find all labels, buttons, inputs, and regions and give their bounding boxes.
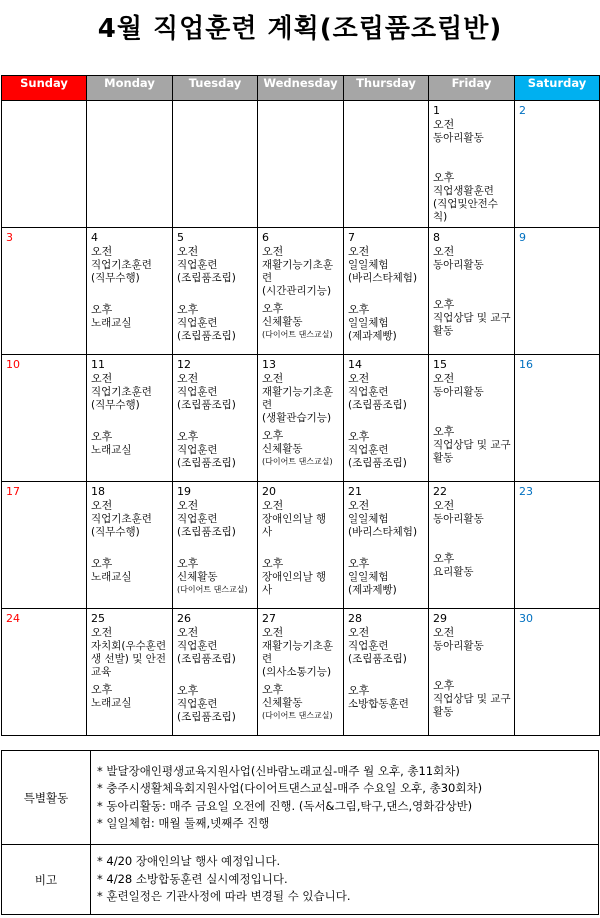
day-number: 20: [262, 485, 276, 498]
day-number: 10: [6, 358, 20, 371]
remark-item: * 4/20 장애인의날 행사 예정입니다.: [97, 854, 281, 869]
pm-activity-line: 직업상담 및 교구: [433, 693, 511, 705]
am-label: 오전: [177, 372, 199, 385]
pm-activity-line: 요리활동: [433, 566, 474, 578]
pm-block: [173, 666, 257, 724]
day-header-saturday: Saturday: [515, 76, 600, 101]
calendar-day-cell: [2, 228, 87, 355]
calendar-day-cell: [173, 101, 258, 228]
am-block: [258, 499, 343, 539]
calendar-day-cell: [173, 482, 258, 609]
day-header-tuesday: Tuesday: [173, 76, 258, 101]
am-label: 오전: [262, 499, 284, 512]
am-label: 오전: [91, 626, 113, 639]
calendar-day-cell: [2, 609, 87, 736]
am-block: [87, 372, 172, 412]
remarks-list: [91, 845, 599, 915]
calendar-day-cell: [87, 228, 173, 355]
pm-label: 오후: [262, 302, 284, 315]
pm-activity-line: 사: [262, 584, 273, 596]
day-header-friday: Friday: [429, 76, 515, 101]
am-block: [173, 372, 257, 412]
pm-block: [429, 145, 514, 224]
pm-block: [344, 666, 428, 711]
am-activity-line: 재활기능기초훈: [262, 259, 334, 271]
pm-activity-line: 직업훈련: [177, 317, 218, 329]
pm-activity-line: (조립품조립): [177, 457, 236, 469]
day-number: 16: [519, 358, 533, 371]
calendar-day-cell: [87, 355, 173, 482]
calendar-day-cell: [515, 101, 600, 228]
am-label: 오전: [433, 499, 455, 512]
am-activity-line: 직업훈련: [177, 259, 218, 271]
am-label: 오전: [348, 245, 370, 258]
pm-block: [173, 412, 257, 470]
am-activity-line: (조립품조립): [348, 653, 407, 665]
am-activity-line: 련: [262, 272, 273, 284]
calendar-day-cell: [258, 482, 344, 609]
am-activity-line: (바리스타체험): [348, 526, 418, 538]
am-block: [87, 245, 172, 285]
am-label: 오전: [348, 499, 370, 512]
day-number: 11: [91, 358, 105, 371]
pm-label: 오후: [433, 425, 455, 438]
pm-activity-line: 장애인의날 행: [262, 571, 327, 583]
day-number: 4: [91, 231, 98, 244]
am-activity-line: 재활기능기초훈: [262, 640, 334, 652]
am-label: 오전: [91, 372, 113, 385]
am-activity-line: 직업훈련: [348, 640, 389, 652]
pm-activity-line: 노래교실: [91, 444, 132, 456]
am-block: [344, 372, 428, 412]
notes-table: [1, 750, 599, 915]
day-number: 6: [262, 231, 269, 244]
am-block: [429, 626, 514, 653]
pm-activity-line: 신체활동: [262, 697, 303, 709]
pm-label: 오후: [348, 430, 370, 443]
pm-block: [173, 285, 257, 343]
calendar-day-cell: [344, 355, 429, 482]
am-block: [87, 626, 172, 679]
calendar-day-cell: [344, 228, 429, 355]
am-label: 오전: [433, 118, 455, 131]
day-number: 23: [519, 485, 533, 498]
calendar-day-cell: [515, 228, 600, 355]
special-item: * 동아리활동: 매주 금요일 오전에 진행. (독서&그림,탁구,댄스,영화감상반): [97, 798, 473, 813]
day-header-thursday: Thursday: [344, 76, 429, 101]
am-activity-line: (바리스타체험): [348, 272, 418, 284]
pm-block: [258, 539, 343, 597]
pm-activity-line: 노래교실: [91, 697, 132, 709]
pm-activity-line: 활동: [433, 452, 454, 464]
calendar-day-cell: [258, 101, 344, 228]
am-label: 오전: [433, 626, 455, 639]
am-activity-line: 사: [262, 526, 273, 538]
pm-block: [344, 412, 428, 470]
am-activity-line: (조립품조립): [177, 526, 236, 538]
pm-activity-line: 직업상담 및 교구: [433, 312, 511, 324]
calendar-day-cell: [258, 355, 344, 482]
am-label: 오전: [91, 245, 113, 258]
am-activity-line: 직업훈련: [177, 513, 218, 525]
calendar-day-cell: [2, 482, 87, 609]
day-number: 30: [519, 612, 533, 625]
calendar-day-cell: [429, 228, 515, 355]
am-activity-line: 일일체험: [348, 513, 389, 525]
pm-label: 오후: [91, 430, 113, 443]
am-block: [173, 626, 257, 666]
pm-block: [258, 425, 343, 467]
day-number: 19: [177, 485, 191, 498]
am-block: [258, 245, 343, 298]
remarks-label: 비고: [2, 845, 91, 915]
am-block: [429, 118, 514, 145]
day-number: [87, 101, 172, 104]
pm-block: [344, 285, 428, 343]
pm-label: 오후: [177, 430, 199, 443]
pm-block: [429, 399, 514, 465]
day-number: 18: [91, 485, 105, 498]
pm-label: 오후: [177, 303, 199, 316]
day-number: 8: [433, 231, 440, 244]
calendar-day-cell: [344, 101, 429, 228]
am-label: 오전: [348, 372, 370, 385]
calendar-week-row: [2, 609, 600, 736]
pm-activity-line: 직업훈련: [177, 698, 218, 710]
pm-label: 오후: [433, 552, 455, 565]
pm-activity-line: (조립품조립): [177, 711, 236, 723]
pm-block: [429, 272, 514, 338]
am-block: [258, 372, 343, 425]
am-label: 오전: [91, 499, 113, 512]
am-block: [173, 499, 257, 539]
pm-activity-line: 직업훈련: [177, 444, 218, 456]
am-activity-line: 동아리활동: [433, 386, 484, 398]
am-label: 오전: [177, 245, 199, 258]
pm-activity-line: (조립품조립): [177, 330, 236, 342]
pm-label: 오후: [177, 557, 199, 570]
calendar-day-cell: [87, 101, 173, 228]
pm-block: [87, 285, 172, 330]
am-activity-line: 장애인의날 행: [262, 513, 327, 525]
pm-block: [429, 526, 514, 579]
day-number: 14: [348, 358, 362, 371]
am-activity-line: (조립품조립): [177, 653, 236, 665]
pm-label: 오후: [433, 298, 455, 311]
pm-activity-line: 노래교실: [91, 317, 132, 329]
day-number: 24: [6, 612, 20, 625]
am-block: [173, 245, 257, 285]
am-block: [258, 626, 343, 679]
day-number: 29: [433, 612, 447, 625]
day-number: 17: [6, 485, 20, 498]
am-block: [344, 245, 428, 285]
day-number: 21: [348, 485, 362, 498]
calendar-day-cell: [258, 609, 344, 736]
pm-activity-note: (다이어트 댄스교실): [262, 330, 333, 339]
special-activities-row: [2, 751, 599, 845]
day-number: 1: [433, 104, 440, 117]
am-label: 오전: [177, 499, 199, 512]
pm-label: 오후: [262, 683, 284, 696]
day-header-row: [2, 76, 600, 101]
pm-activity-line: (조립품조립): [348, 457, 407, 469]
am-activity-line: 동아리활동: [433, 132, 484, 144]
calendar-day-cell: [429, 609, 515, 736]
day-number: 27: [262, 612, 276, 625]
day-number: 5: [177, 231, 184, 244]
am-activity-line: (의사소통기능): [262, 666, 332, 678]
pm-activity-line: (제과제빵): [348, 330, 397, 342]
day-number: [258, 101, 343, 104]
pm-block: [87, 412, 172, 457]
am-label: 오전: [262, 372, 284, 385]
pm-label: 오후: [262, 557, 284, 570]
page-title: 4월 직업훈련 계획(조립품조립반): [97, 14, 503, 44]
calendar-day-cell: [2, 101, 87, 228]
day-header-wednesday: Wednesday: [258, 76, 344, 101]
am-block: [429, 499, 514, 526]
pm-activity-note: (다이어트 댄스교실): [177, 585, 248, 594]
day-number: 7: [348, 231, 355, 244]
pm-activity-line: 직업생활훈련: [433, 185, 494, 197]
day-number: 9: [519, 231, 526, 244]
am-activity-line: (직무수행): [91, 272, 140, 284]
pm-activity-line: (제과제빵): [348, 584, 397, 596]
pm-activity-line: (직업및안전수칙): [433, 198, 498, 223]
pm-activity-line: 신체활동: [177, 571, 218, 583]
pm-activity-line: 신체활동: [262, 316, 303, 328]
am-label: 오전: [262, 626, 284, 639]
day-number: 22: [433, 485, 447, 498]
special-item: * 일일체험: 매월 둘째,넷째주 진행: [97, 816, 270, 830]
pm-activity-line: 직업훈련: [348, 444, 389, 456]
am-activity-line: (직무수행): [91, 526, 140, 538]
calendar-day-cell: [515, 355, 600, 482]
am-activity-line: 직업기초훈련: [91, 513, 152, 525]
am-activity-line: 직업기초훈련: [91, 386, 152, 398]
pm-label: 오후: [177, 684, 199, 697]
pm-block: [258, 298, 343, 340]
calendar-day-cell: [429, 101, 515, 228]
calendar-day-cell: [87, 609, 173, 736]
calendar-day-cell: [515, 482, 600, 609]
calendar-day-cell: [173, 228, 258, 355]
remark-item: * 4/28 소방합동훈련 실시예정입니다.: [97, 871, 288, 886]
day-number: [344, 101, 428, 104]
day-number: [2, 101, 86, 104]
am-activity-line: 동아리활동: [433, 259, 484, 271]
am-label: 오전: [177, 626, 199, 639]
pm-block: [344, 539, 428, 597]
day-number: 3: [6, 231, 13, 244]
am-block: [344, 499, 428, 539]
am-label: 오전: [348, 626, 370, 639]
calendar-day-cell: [173, 355, 258, 482]
calendar-week-row: [2, 355, 600, 482]
calendar-table: [1, 75, 600, 736]
pm-label: 오후: [348, 684, 370, 697]
am-activity-line: 자치회(우수훈련: [91, 640, 167, 652]
calendar-day-cell: [515, 609, 600, 736]
am-activity-line: 일일체험: [348, 259, 389, 271]
am-activity-line: (조립품조립): [348, 399, 407, 411]
day-number: 15: [433, 358, 447, 371]
am-activity-line: 재활기능기초훈: [262, 386, 334, 398]
am-label: 오전: [433, 372, 455, 385]
am-activity-line: (생활관습기능): [262, 412, 332, 424]
calendar-week-row: [2, 228, 600, 355]
day-number: 25: [91, 612, 105, 625]
special-item: * 충주시생활체육회지원사업(다이어트댄스교실-매주 수요일 오후, 총30회차): [97, 781, 483, 795]
am-activity-line: 련: [262, 653, 273, 665]
pm-label: 오후: [91, 303, 113, 316]
pm-activity-line: 활동: [433, 325, 454, 337]
pm-activity-line: 활동: [433, 706, 454, 718]
calendar-day-cell: [344, 482, 429, 609]
am-label: 오전: [433, 245, 455, 258]
pm-activity-line: 소방합동훈련: [348, 698, 409, 710]
day-number: 2: [519, 104, 526, 117]
calendar-day-cell: [344, 609, 429, 736]
am-block: [344, 626, 428, 666]
pm-activity-line: 직업상담 및 교구: [433, 439, 511, 451]
pm-activity-line: 일일체험: [348, 571, 389, 583]
remarks-row: [2, 845, 599, 915]
am-activity-line: 직업기초훈련: [91, 259, 152, 271]
am-activity-line: 직업훈련: [348, 386, 389, 398]
day-number: 28: [348, 612, 362, 625]
pm-activity-note: (다이어트 댄스교실): [262, 457, 333, 466]
remark-item: * 훈련일정은 기관사정에 따라 변경될 수 있습니다.: [97, 889, 351, 904]
day-header-monday: Monday: [87, 76, 173, 101]
pm-label: 오후: [348, 303, 370, 316]
pm-block: [258, 679, 343, 721]
calendar-week-row: [2, 482, 600, 609]
pm-block: [87, 539, 172, 584]
pm-label: 오후: [91, 683, 113, 696]
pm-label: 오후: [433, 679, 455, 692]
am-block: [429, 372, 514, 399]
am-activity-line: (시간관리기능): [262, 285, 332, 297]
day-number: 12: [177, 358, 191, 371]
pm-label: 오후: [91, 557, 113, 570]
am-activity-line: 직업훈련: [177, 386, 218, 398]
pm-label: 오후: [262, 429, 284, 442]
pm-block: [173, 539, 257, 595]
pm-block: [429, 653, 514, 719]
day-header-sunday: Sunday: [2, 76, 87, 101]
am-activity-line: 련: [262, 399, 273, 411]
am-activity-line: 교육: [91, 666, 112, 678]
pm-activity-line: 신체활동: [262, 443, 303, 455]
day-number: 26: [177, 612, 191, 625]
day-number: 13: [262, 358, 276, 371]
am-label: 오전: [262, 245, 284, 258]
pm-activity-line: 일일체험: [348, 317, 389, 329]
am-activity-line: 생 선발) 및 안전: [91, 653, 166, 665]
pm-activity-line: 노래교실: [91, 571, 132, 583]
pm-block: [87, 679, 172, 710]
special-activities-label: 특별활동: [2, 751, 91, 845]
am-activity-line: (조립품조립): [177, 272, 236, 284]
am-activity-line: (조립품조립): [177, 399, 236, 411]
am-block: [429, 245, 514, 272]
special-item: * 발달장애인평생교육지원사업(신바람노래교실-매주 월 오후, 총11회차): [97, 763, 460, 778]
pm-activity-note: (다이어트 댄스교실): [262, 711, 333, 720]
am-activity-line: 직업훈련: [177, 640, 218, 652]
am-activity-line: 동아리활동: [433, 513, 484, 525]
calendar-day-cell: [173, 609, 258, 736]
am-activity-line: (직무수행): [91, 399, 140, 411]
calendar-day-cell: [429, 482, 515, 609]
calendar-week-row: [2, 101, 600, 228]
am-activity-line: 동아리활동: [433, 640, 484, 652]
calendar-day-cell: [258, 228, 344, 355]
calendar-day-cell: [429, 355, 515, 482]
pm-label: 오후: [433, 171, 455, 184]
pm-label: 오후: [348, 557, 370, 570]
day-number: [173, 101, 257, 104]
calendar-day-cell: [87, 482, 173, 609]
calendar-day-cell: [2, 355, 87, 482]
special-activities-list: [91, 751, 599, 845]
am-block: [87, 499, 172, 539]
